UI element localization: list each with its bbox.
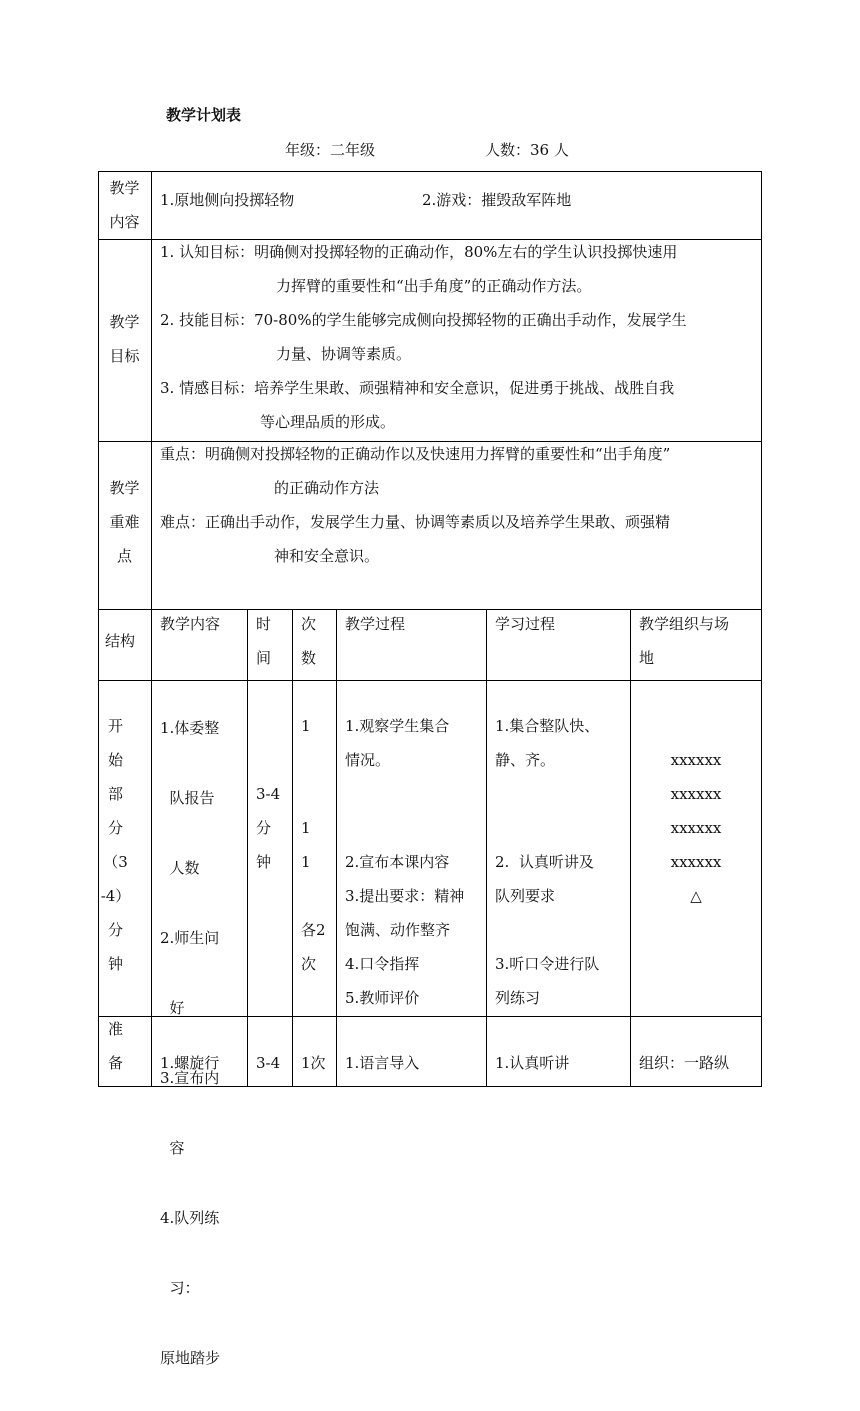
warmup-count: 1次 — [301, 1054, 326, 1072]
header-org: 教学组织与场 地 — [639, 615, 730, 667]
goal-line-5: 3. 情感目标：培养学生果敢、顽强精神和安全意识，促进勇于挑战、战胜自我 — [160, 379, 675, 397]
keypoint-line-2: 的正确动作方法 — [274, 479, 380, 497]
content-item-2: 2.游戏：摧毁敌军阵地 — [422, 191, 572, 209]
keypoint-line-3: 难点：正确出手动作，发展学生力量、协调等素质以及培养学生果敢、顽强精 — [160, 513, 671, 531]
opening-content: 1.体委整 队报告 人数 2.师生问 好 3.宣布内 容 4.队列练 习： 原地踏步 — [160, 719, 221, 1367]
opening-formation: xxxxxx xxxxxx xxxxxx xxxxxx △ — [631, 743, 761, 913]
header-teaching: 教学过程 — [345, 615, 406, 633]
headcount-label: 人数：36 人 — [485, 141, 569, 159]
warmup-label: 准 备 — [107, 1020, 123, 1072]
opening-teaching: 1.观察学生集合 情况。 2.宣布本课内容 3.提出要求：精神 饱满、动作整齐 4.口令指挥 5.教师评价 — [345, 717, 465, 1007]
warmup-teaching: 1.语言导入 — [345, 1054, 420, 1072]
goal-line-1: 1. 认知目标：明确侧对投掷轻物的正确动作，80%左右的学生认识投掷快速用 — [160, 243, 678, 261]
header-structure: 结构 — [105, 632, 136, 650]
content-item-1: 1.原地侧向投掷轻物 — [160, 191, 295, 209]
warmup-learning: 1.认真听讲 — [495, 1054, 570, 1072]
header-learning: 学习过程 — [495, 615, 556, 633]
teaching-plan-table — [98, 171, 762, 1367]
warmup-content: 1.螺旋行 — [160, 1054, 220, 1072]
goal-line-3: 2. 技能目标：70-80%的学生能够完成侧向投掷轻物的正确出手动作，发展学生 — [160, 311, 687, 329]
warmup-org: 组织：一路纵 — [639, 1054, 730, 1072]
opening-time: 3-4 分 钟 — [256, 785, 281, 871]
goal-line-6: 等心理品质的形成。 — [260, 413, 396, 431]
header-time: 时 间 — [256, 615, 272, 667]
grade-label: 年级：二年级 — [285, 141, 376, 159]
header-count: 次 数 — [301, 615, 317, 667]
opening-learning: 1.集合整队快、 静、齐。 2. 认真听讲及 队列要求 3.听口令进行队 列练习 — [495, 717, 600, 1007]
keypoint-line-1: 重点：明确侧对投掷轻物的正确动作以及快速用力挥臂的重要性和“出手角度” — [160, 445, 671, 463]
goals-row-label: 教学 目标 — [109, 313, 140, 365]
header-content: 教学内容 — [160, 615, 221, 633]
page-title: 教学计划表 — [166, 106, 242, 124]
warmup-time: 3-4 — [256, 1054, 281, 1072]
keypoints-row-label: 教学 重难 点 — [109, 479, 140, 565]
keypoint-line-4: 神和安全意识。 — [274, 547, 380, 565]
goal-line-2: 力挥臂的重要性和“出手角度”的正确动作方法。 — [276, 277, 592, 295]
teacher-triangle-icon: △ — [690, 887, 702, 905]
opening-count: 1 1 1 各2 次 — [301, 717, 326, 973]
opening-label: 开 始 部 分 （3 -4） 分 钟 — [100, 717, 131, 973]
content-row-label: 教学 内容 — [109, 179, 140, 231]
goal-line-4: 力量、协调等素质。 — [276, 345, 412, 363]
